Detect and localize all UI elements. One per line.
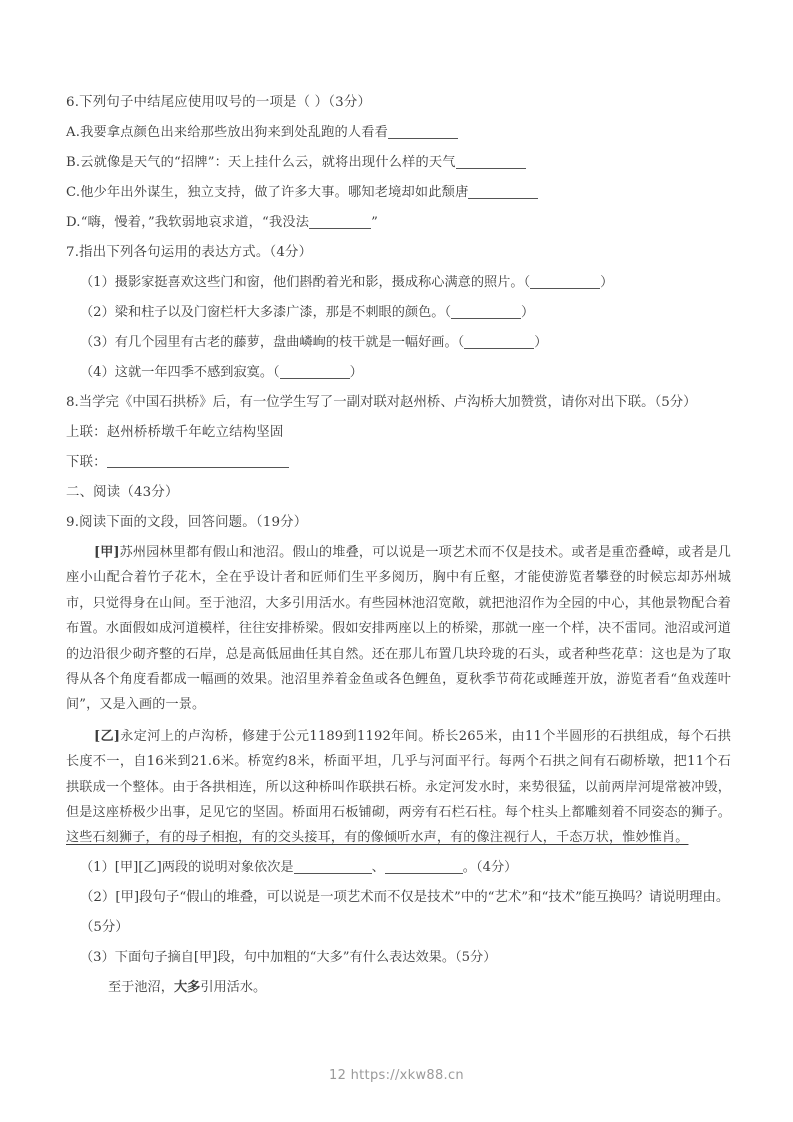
option-b-text: 云就像是天气的“招牌”：天上挂什么云，就将出现什么样的天气 bbox=[80, 155, 456, 170]
question-8-upper-couplet bbox=[66, 418, 731, 448]
question-6-option-a bbox=[66, 118, 731, 148]
question-8-stem: 8.当学完《中国石拱桥》后，有一位学生写了一副对联对赵州桥、卢沟桥大加赞赏，请你对出下联。（5分） bbox=[66, 395, 697, 410]
answer-parenthesis[interactable]: （ ） bbox=[273, 365, 363, 380]
answer-blank[interactable] bbox=[280, 366, 350, 379]
item-number: （1） bbox=[80, 275, 115, 290]
section-2-heading: 二、阅读（43分） bbox=[66, 485, 179, 500]
question-7-item-2 bbox=[66, 298, 731, 328]
question-8-lower-couplet bbox=[66, 448, 731, 478]
upper-couplet-label: 上联： bbox=[66, 425, 107, 440]
answer-blank[interactable] bbox=[464, 336, 534, 349]
quote-text-before: 至于池沼， bbox=[108, 979, 174, 995]
sub-question-number: （3） bbox=[80, 949, 115, 965]
quote-text-emphasis: 大多 bbox=[173, 979, 201, 995]
item-number: （4） bbox=[80, 365, 115, 380]
sub-question-number: （1） bbox=[80, 859, 115, 875]
question-9-sub-1 bbox=[66, 853, 731, 883]
question-9-sub-3-quote bbox=[66, 973, 731, 1003]
watermark: 12 https://xkw88.cn bbox=[329, 1068, 464, 1083]
answer-parenthesis[interactable]: （ ） bbox=[457, 335, 548, 350]
passage-yi-marker: [乙] bbox=[94, 728, 121, 744]
option-d-text: “嗨，慢着，”我软弱地哀求道，“我没法 bbox=[80, 215, 310, 230]
option-d-label: D. bbox=[66, 215, 81, 230]
passage-yi bbox=[66, 724, 731, 851]
passage-jia-marker: [甲] bbox=[94, 545, 120, 560]
lower-couplet-blank[interactable] bbox=[107, 455, 289, 468]
item-number: （2） bbox=[80, 305, 115, 320]
item-text: 有几个园里有古老的藤萝，盘曲嶙峋的枝干就是一幅好画。 bbox=[114, 335, 458, 350]
question-9-sub-2 bbox=[66, 883, 731, 943]
item-text: 摄影家挺喜欢这些门和窗，他们斟酌着光和影，摄成称心满意的照片。 bbox=[114, 275, 524, 290]
answer-blank[interactable] bbox=[309, 216, 371, 229]
option-c-text: 他少年出外谋生，独立支持，做了许多大事。哪知老境却如此颓唐 bbox=[80, 185, 469, 200]
item-text: 这就一年四季不感到寂寞。 bbox=[114, 365, 274, 380]
question-7-item-1 bbox=[66, 268, 731, 298]
answer-blank[interactable] bbox=[451, 306, 521, 319]
sub-question-text: [甲]段句子“假山的堆叠，可以说是一项艺术而不仅是技术”中的“艺术”和“技术”能互换吗？请说明理由。（5分） bbox=[80, 889, 730, 935]
question-7-item-3 bbox=[66, 328, 731, 358]
question-9-sub-3 bbox=[66, 943, 731, 973]
question-6-option-b bbox=[66, 148, 731, 178]
sub-question-number: （2） bbox=[80, 889, 116, 905]
sub-question-tail: 。（4分） bbox=[462, 859, 518, 875]
passage-yi-underlined-text: 这些石刻狮子，有的母子相抱，有的交头接耳，有的像倾听水声，有的像注视行人，千态万状，惟妙惟肖。 bbox=[66, 830, 689, 846]
passage-jia-text: 苏州园林里都有假山和池沼。假山的堆叠，可以说是一项艺术而不仅是技术。或者是重峦叠嶂，或者是几座小山配合着竹子花木，全在乎设计者和匠师们生平多阅历，胸中有丘壑，才能使游览者攀登的时候忘却苏州城市，只觉得身在山间。至于池沼，大多引用活水。有些园林池沼宽敞，就把池沼作为全园的中心，其他景物配合着布置。水面假如成河道模样，往往安排桥梁。假如安排两座以上的桥梁，那就一座一个样，决不雷同。池沼或河道的边沿很少砌齐整的石岸，总是高低屈曲任其自然。还在那儿布置几块玲珑的石头，或者种些花草：这也是为了取得从各个角度看都成一幅画的效果。池沼里养着金鱼或各色鲤鱼，夏秋季节荷花或睡莲开放，游览者看“鱼戏莲叶间”，又是入画的一景。 bbox=[66, 545, 732, 713]
passage-yi-text: 永定河上的卢沟桥，修建于公元1189到1192年间。桥长265米，由11个半圆形的石拱组成，每个石拱长度不一，自16米到21.6米。桥宽约8米，桥面平坦，几乎与河面平行。每两个石拱之间有石砌桥墩，把11个石拱联成一个整体。由于各拱相连，所以这种桥叫作联拱石桥。永定河发水时，来势很猛，以前两岸河堤常被冲毁，但是这座桥极少出事，足见它的坚固。桥面用石板铺砌，两旁有石栏石柱。每个柱头上都雕刻着不同姿态的狮子。 bbox=[66, 728, 732, 821]
answer-blank[interactable] bbox=[456, 156, 526, 169]
option-a-label: A. bbox=[66, 125, 81, 140]
question-6-option-c bbox=[66, 178, 731, 208]
answer-parenthesis[interactable]: （ ） bbox=[523, 275, 614, 290]
answer-parenthesis[interactable]: （ ） bbox=[444, 305, 535, 320]
answer-blank[interactable] bbox=[530, 276, 600, 289]
answer-blank[interactable] bbox=[294, 861, 372, 874]
question-9-stem: 9.阅读下面的文段，回答问题。（19分） bbox=[66, 515, 308, 530]
option-c-label: C. bbox=[66, 185, 81, 200]
option-d-tail: ” bbox=[371, 215, 379, 230]
upper-couplet-text: 赵州桥桥墩千年屹立结构坚固 bbox=[106, 425, 284, 440]
question-7-stem: 7.指出下列各句运用的表达方式。（4分） bbox=[66, 245, 313, 260]
option-a-text: 我要拿点颜色出来给那些放出狗来到处乱跑的人看看 bbox=[80, 125, 389, 140]
question-6-stem: 6.下列句子中结尾应使用叹号的一项是（ ）（3分） bbox=[66, 95, 372, 110]
passage-jia bbox=[66, 540, 731, 718]
sub-question-separator: 、 bbox=[371, 859, 385, 875]
lower-couplet-label: 下联： bbox=[66, 455, 107, 470]
item-text: 梁和柱子以及门窗栏杆大多漆广漆，那是不刺眼的颜色。 bbox=[114, 305, 445, 320]
answer-blank[interactable] bbox=[388, 126, 458, 139]
item-number: （3） bbox=[80, 335, 115, 350]
sub-question-text: 下面句子摘自[甲]段，句中加粗的“大多”有什么表达效果。（5分） bbox=[114, 949, 497, 965]
option-b-label: B. bbox=[66, 155, 81, 170]
question-7-item-4 bbox=[66, 358, 731, 388]
sub-question-text: [甲][乙]两段的说明对象依次是 bbox=[114, 859, 294, 875]
answer-blank[interactable] bbox=[468, 186, 538, 199]
question-6-option-d bbox=[66, 208, 731, 238]
answer-blank[interactable] bbox=[385, 861, 463, 874]
quote-text-after: 引用活水。 bbox=[200, 979, 267, 995]
